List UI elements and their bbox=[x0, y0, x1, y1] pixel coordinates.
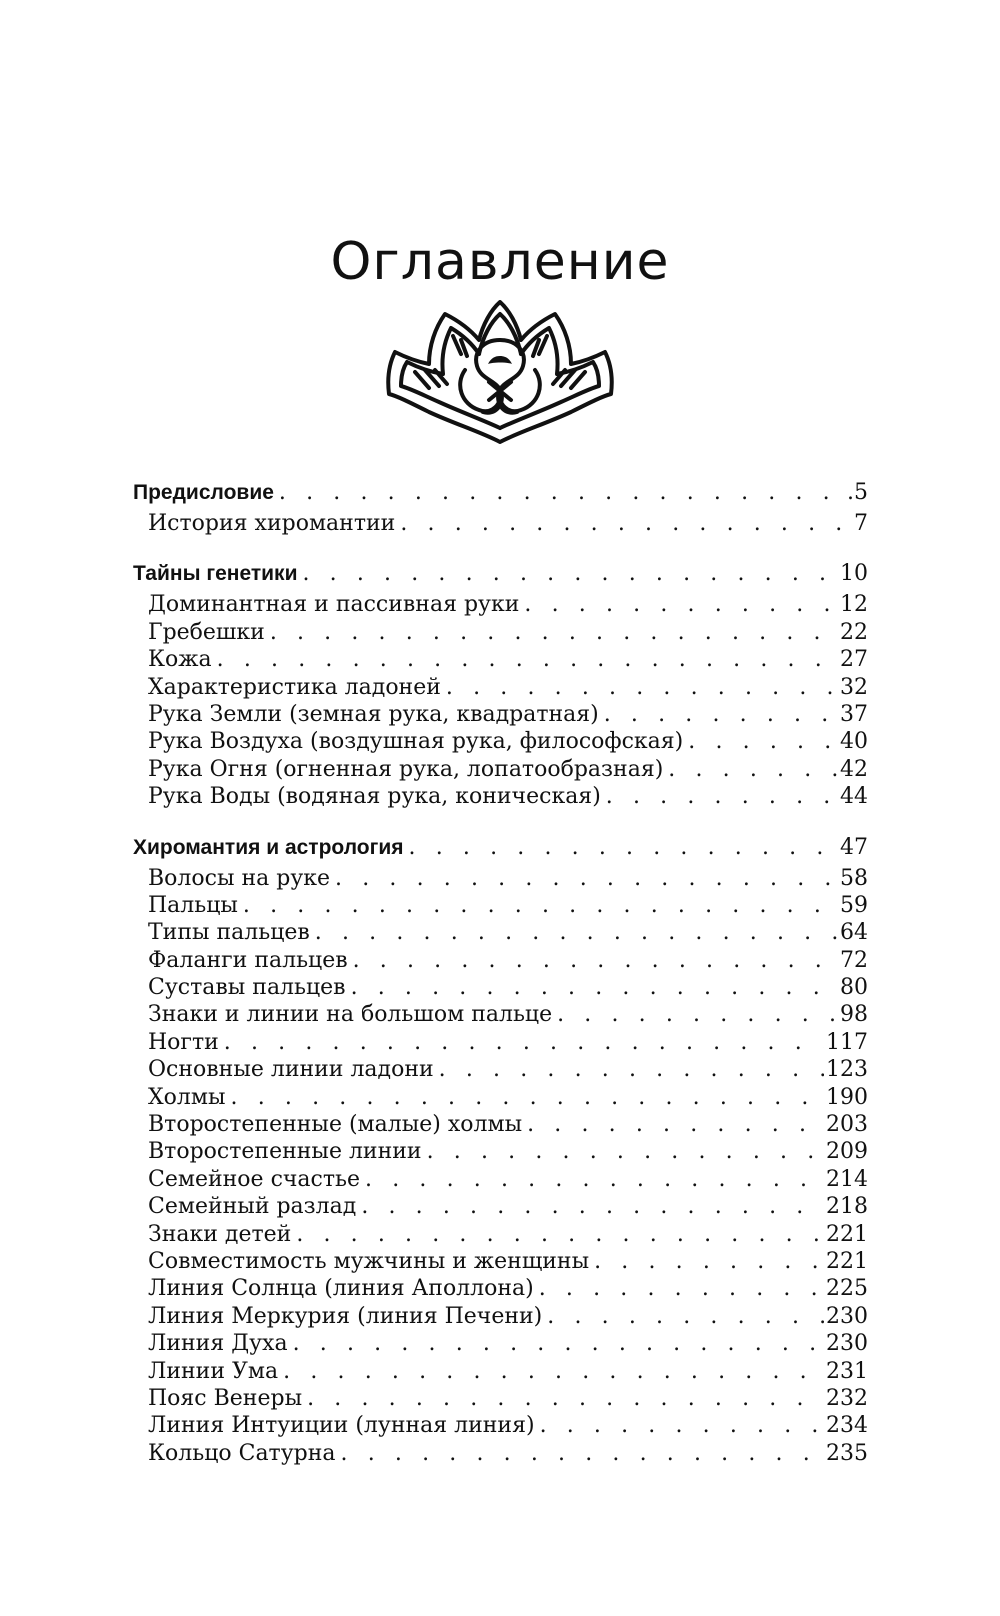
dot-leader bbox=[434, 1056, 824, 1083]
page-number: 230 bbox=[826, 1303, 868, 1329]
entry-title: Рука Воды (водяная рука, коническая) bbox=[148, 784, 601, 810]
entry-title: Второстепенные линии bbox=[148, 1139, 422, 1165]
toc-entry[interactable] bbox=[133, 674, 868, 701]
page-number: 225 bbox=[826, 1276, 868, 1302]
dot-leader bbox=[336, 1440, 824, 1467]
toc-subsection-list bbox=[133, 865, 868, 1468]
dot-leader bbox=[356, 1193, 824, 1220]
entry-title: Линии Ума bbox=[148, 1358, 279, 1384]
page-number: 12 bbox=[840, 592, 868, 618]
toc-entry[interactable] bbox=[133, 1166, 868, 1193]
toc-chapter-entry[interactable] bbox=[133, 557, 868, 591]
entry-title: Кожа bbox=[148, 647, 212, 673]
page-number: 230 bbox=[826, 1331, 868, 1357]
toc-entry[interactable] bbox=[133, 510, 868, 537]
page-number: 123 bbox=[826, 1057, 868, 1083]
toc-section bbox=[133, 831, 868, 1468]
page-number: 58 bbox=[840, 865, 868, 891]
entry-title: Пальцы bbox=[148, 892, 238, 918]
toc-entry[interactable] bbox=[133, 1138, 868, 1165]
toc-entry[interactable] bbox=[133, 1029, 868, 1056]
dot-leader bbox=[297, 557, 838, 591]
entry-title: Рука Воздуха (воздушная рука, философская) bbox=[148, 729, 684, 755]
chapter-title: Предисловие bbox=[133, 481, 274, 504]
dot-leader bbox=[288, 1330, 824, 1357]
entry-title: Пояс Венеры bbox=[148, 1385, 303, 1411]
table-of-contents bbox=[133, 476, 868, 1467]
entry-title: Рука Огня (огненная рука, лопатообразная) bbox=[148, 756, 664, 782]
page-number: 32 bbox=[840, 674, 868, 700]
dot-leader bbox=[226, 1084, 824, 1111]
toc-entry[interactable] bbox=[133, 756, 868, 783]
chapter-title: Тайны генетики bbox=[133, 562, 298, 586]
entry-title: История хиромантии bbox=[148, 511, 396, 536]
toc-entry[interactable] bbox=[133, 1084, 868, 1111]
page-number: 37 bbox=[840, 701, 868, 727]
page-number: 98 bbox=[840, 1002, 868, 1028]
entry-title: Типы пальцев bbox=[148, 920, 310, 946]
entry-title: Линия Духа bbox=[148, 1331, 288, 1357]
entry-title: Линия Солнца (линия Аполлона) bbox=[148, 1276, 534, 1302]
toc-entry[interactable] bbox=[133, 1358, 868, 1385]
dot-leader bbox=[599, 701, 838, 728]
entry-title: Знаки и линии на большом пальце bbox=[148, 1002, 553, 1028]
toc-entry[interactable] bbox=[133, 974, 868, 1001]
dot-leader bbox=[552, 1001, 838, 1028]
toc-subsection-list bbox=[133, 510, 868, 537]
toc-chapter-entry[interactable] bbox=[133, 476, 868, 510]
entry-title: Фаланги пальцев bbox=[148, 947, 348, 973]
toc-entry[interactable] bbox=[133, 1303, 868, 1330]
entry-title: Ногти bbox=[148, 1029, 219, 1055]
entry-title: Основные линии ладони bbox=[148, 1057, 434, 1083]
page-number: 203 bbox=[826, 1112, 868, 1138]
dot-leader bbox=[683, 728, 838, 755]
dot-leader bbox=[519, 591, 838, 618]
entry-title: Гребешки bbox=[148, 619, 265, 645]
page-number: 64 bbox=[840, 920, 868, 946]
dot-leader bbox=[291, 1221, 824, 1248]
page-number: 72 bbox=[840, 947, 868, 973]
dot-leader bbox=[422, 1138, 824, 1165]
dot-leader bbox=[589, 1248, 824, 1275]
page-number: 221 bbox=[826, 1248, 868, 1274]
toc-subsection-list bbox=[133, 591, 868, 810]
dot-leader bbox=[542, 1303, 824, 1330]
dot-leader bbox=[360, 1166, 824, 1193]
entry-title: Совместимость мужчины и женщины bbox=[148, 1248, 590, 1274]
toc-entry[interactable] bbox=[133, 1056, 868, 1083]
page-number: 10 bbox=[840, 561, 868, 587]
toc-entry[interactable] bbox=[133, 919, 868, 946]
page-number: 232 bbox=[826, 1385, 868, 1411]
toc-entry[interactable] bbox=[133, 1385, 868, 1412]
entry-title: Рука Земли (земная рука, квадратная) bbox=[148, 701, 599, 727]
toc-entry[interactable] bbox=[133, 1440, 868, 1467]
dot-leader bbox=[522, 1111, 824, 1138]
toc-entry[interactable] bbox=[133, 728, 868, 755]
toc-chapter-entry[interactable] bbox=[133, 831, 868, 865]
page-number: 59 bbox=[840, 892, 868, 918]
page-number: 214 bbox=[826, 1166, 868, 1192]
entry-title: Семейный разлад bbox=[148, 1194, 357, 1220]
toc-entry[interactable] bbox=[133, 892, 868, 919]
toc-section bbox=[133, 557, 868, 810]
page-number: .5 bbox=[847, 480, 868, 505]
toc-entry[interactable] bbox=[133, 1193, 868, 1220]
dot-leader bbox=[330, 865, 838, 892]
entry-title: Семейное счастье bbox=[148, 1166, 361, 1192]
toc-entry[interactable] bbox=[133, 701, 868, 728]
page-number: 40 bbox=[840, 729, 868, 755]
dot-leader bbox=[534, 1275, 824, 1302]
page-number: 80 bbox=[840, 975, 868, 1001]
toc-entry[interactable] bbox=[133, 591, 868, 618]
dot-leader bbox=[265, 619, 838, 646]
dot-leader bbox=[663, 756, 838, 783]
dot-leader bbox=[395, 510, 852, 537]
dot-leader bbox=[310, 919, 838, 946]
entry-title: Кольцо Сатурна bbox=[148, 1440, 336, 1466]
toc-entry[interactable] bbox=[133, 1001, 868, 1028]
page-title: Оглавление bbox=[330, 231, 670, 292]
toc-entry[interactable] bbox=[133, 619, 868, 646]
dot-leader bbox=[601, 783, 838, 810]
page-number: 22 bbox=[840, 619, 868, 645]
entry-title: Линия Меркурия (линия Печени) bbox=[148, 1303, 543, 1329]
entry-title: Линия Интуиции (лунная линия) bbox=[148, 1413, 535, 1439]
entry-title: Холмы bbox=[148, 1084, 226, 1110]
page-number: 7 bbox=[854, 511, 868, 536]
dot-leader bbox=[346, 974, 838, 1001]
toc-entry[interactable] bbox=[133, 1221, 868, 1248]
entry-title: Второстепенные (малые) холмы bbox=[148, 1112, 523, 1138]
page-number: 117 bbox=[826, 1029, 868, 1055]
page-number: 231 bbox=[826, 1358, 868, 1384]
toc-entry[interactable] bbox=[133, 865, 868, 892]
page-number: 190 bbox=[826, 1084, 868, 1110]
dot-leader bbox=[535, 1412, 824, 1439]
toc-entry[interactable] bbox=[133, 783, 868, 810]
toc-entry[interactable] bbox=[133, 947, 868, 974]
dot-leader bbox=[219, 1029, 824, 1056]
toc-entry[interactable] bbox=[133, 1111, 868, 1138]
toc-section bbox=[133, 476, 868, 537]
dot-leader bbox=[348, 947, 838, 974]
dot-leader bbox=[274, 476, 845, 510]
entry-title: Суставы пальцев bbox=[148, 975, 346, 1001]
toc-entry[interactable] bbox=[133, 1412, 868, 1439]
page-number: 42 bbox=[840, 756, 868, 782]
toc-entry[interactable] bbox=[133, 1248, 868, 1275]
dot-leader bbox=[212, 646, 838, 673]
page-number: 27 bbox=[840, 647, 868, 673]
dot-leader bbox=[238, 892, 838, 919]
toc-entry[interactable] bbox=[133, 646, 868, 673]
lotus-ornament-icon bbox=[385, 300, 615, 444]
page-number: 234 bbox=[826, 1413, 868, 1439]
entry-title: Характеристика ладоней bbox=[148, 674, 441, 700]
dot-leader bbox=[441, 674, 838, 701]
toc-entry[interactable] bbox=[133, 1275, 868, 1302]
page-number: 221 bbox=[826, 1221, 868, 1247]
toc-entry[interactable] bbox=[133, 1330, 868, 1357]
dot-leader bbox=[404, 831, 838, 865]
page-number: 47 bbox=[840, 834, 868, 860]
page-number: 218 bbox=[826, 1194, 868, 1220]
page-number: 44 bbox=[840, 784, 868, 810]
dot-leader bbox=[302, 1385, 824, 1412]
dot-leader bbox=[278, 1358, 824, 1385]
chapter-title: Хиромантия и астрология bbox=[133, 835, 404, 859]
page-number: 209 bbox=[826, 1139, 868, 1165]
entry-title: Доминантная и пассивная руки bbox=[148, 592, 520, 618]
entry-title: Волосы на руке bbox=[148, 865, 331, 891]
page-number: 235 bbox=[826, 1440, 868, 1466]
entry-title: Знаки детей bbox=[148, 1221, 292, 1247]
